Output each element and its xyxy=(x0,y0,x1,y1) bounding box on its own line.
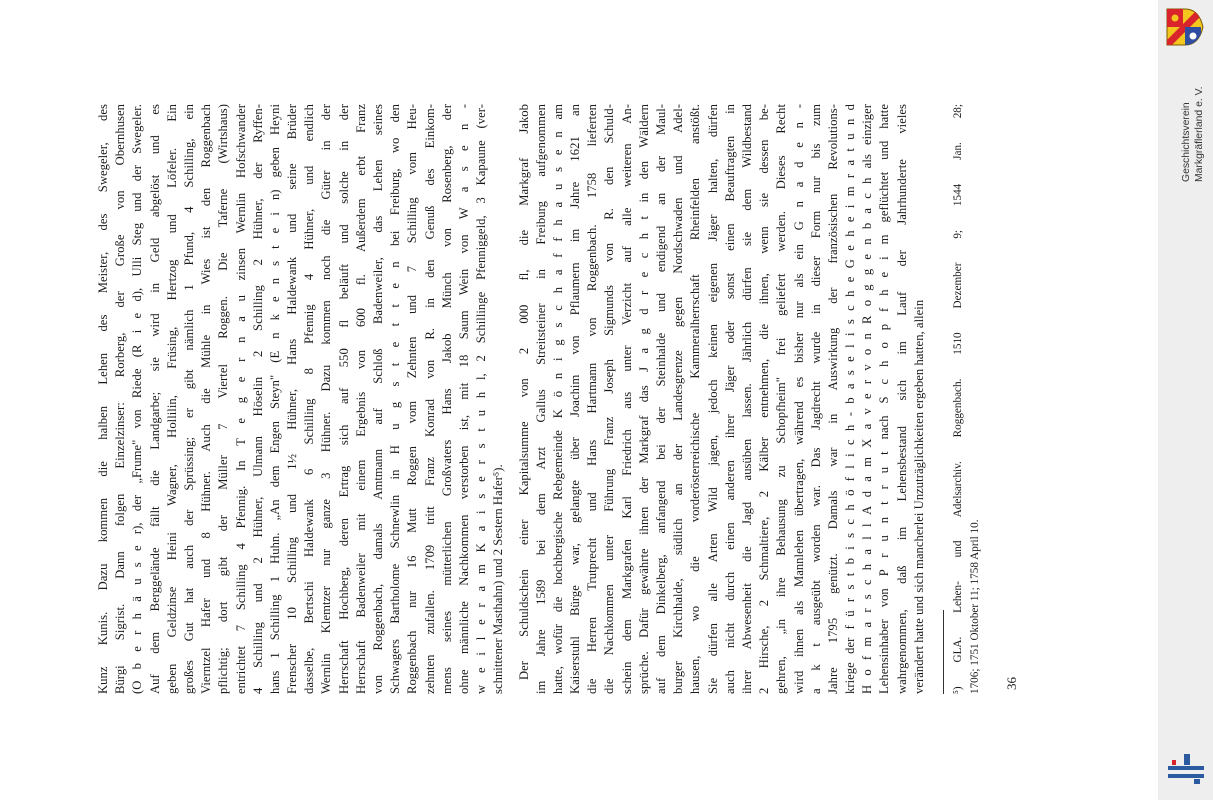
text-line: im Jahre 1589 bei dem Arzt Gallus Streitsteiner in Freiburg aufgenommen xyxy=(533,104,548,694)
society-line-2: Markgräflerland e. V. xyxy=(1194,86,1205,182)
text-line: Lehensinhaber von P r u n t r u t nach S c h o p f h e i m geflüchtet und hatte xyxy=(877,104,892,694)
text-line: 4 Schilling und 2 Hühner, Ulmann Höselin 2 Schilling 2 Hühner, der Ryffen- xyxy=(250,104,265,694)
text-line: zehnten zufallen. 1709 tritt Franz Konrad von R. in den Genuß des Einkom- xyxy=(422,104,437,694)
text-line: w e i l e r a m K a i s e r s t u h l, 2 Schillinge Pfenniggeld, 3 Kapaune (ver- xyxy=(474,104,489,694)
text-line: Schwagers Bartholome Schnewlin in H u g s t e t t e n bei Freiburg, wo den xyxy=(388,104,403,694)
text-line: a k t ausgeübt worden war. Das Jagdrecht wurde in dieser Form nur bis zum xyxy=(808,104,823,694)
page-body-text xyxy=(95,104,928,694)
text-line: Der Schuldschein einer Kapitalsumme von 2 000 fl, die Markgraf Jakob xyxy=(516,104,531,680)
text-line: geben Geldzinse Heini Wagner, Hollilin, Früsing, Hertzog und Löfeler. Ein xyxy=(164,104,179,694)
text-line: ihrer Abwesenheit die Jagd ausüben lassen. Jährlich dürfen sie dem Wildbestand xyxy=(739,104,754,694)
text-line: Roggenbach nur 16 Mutt Roggen vom Zehnten und 7 Schilling vom Heu- xyxy=(405,104,420,694)
text-line: dasselbe, Bertschi Haldewank 6 Schilling 8 Pfennig 4 Hühner, und endlich xyxy=(302,104,317,694)
footnote-divider xyxy=(943,610,944,694)
text-line: pflichtig; dort gibt der Müller 7 Viertel Roggen. Die Taferne (Wirtshaus) xyxy=(216,104,231,694)
text-line: großes Gut hat auch der Sprüssing; er gibt nämlich 1 Pfund, 4 Schilling, ein xyxy=(181,104,196,694)
text-line: wahrgenommen, daß im Lehensbestand sich im Lauf der Jahrhunderte vieles xyxy=(894,104,909,694)
text-line: schnittener Masthahn) und 2 Sestern Hafer⁵). xyxy=(491,464,506,694)
text-line: hausen, wo die vorderösterreichische Kammeralherrschaft Rheinfelden anstößt. xyxy=(688,104,703,694)
page-number: 36 xyxy=(1004,677,1019,690)
text-line: 1706; 1751 Oktober 11; 1758 April 10. xyxy=(969,519,981,694)
text-line: hatte, wofür die hochbergische Rebgemeinde K ö n i g s c h a f f h a u s e n am xyxy=(550,104,565,694)
text-line: Herrschaft Hochberg, deren Ertrag sich auf 550 fl beläuft und solche in der xyxy=(336,104,351,694)
text-line: wird ihnen als Mannlehen übertragen, während es bisher nur als ein G n a d e n - xyxy=(791,104,806,694)
paragraph-gap xyxy=(508,104,516,694)
text-line: ohne männliche Nachkommen verstorben ist, mit 18 Saum Wein von W a s e n - xyxy=(456,104,471,694)
text-line: die Herren Trutprecht und Hans Hartmann von Roggenbach. 1758 lieferten xyxy=(585,104,600,694)
text-line: Sie dürfen alle Arten Wild jagen, jedoch keinen eigenen Jäger halten, dürfen xyxy=(705,104,720,694)
text-line: Vierntzel Hafer und 8 Hühner. Auch die Mühle in Wies ist den Roggenbach xyxy=(199,104,214,694)
text-line: Auf dem Berggelände fällt die Landgarbe; sie wird in Geld abgelöst und es xyxy=(147,104,162,694)
text-line: gehren, „in ihre Behausung zu Schopfheim" frei geliefert werden. Dieses Recht xyxy=(774,104,789,694)
text-line: 2 Hirsche, 2 Schmaltiere, 2 Kälber entnehmen, die ihnen, wenn sie dessen be- xyxy=(757,104,772,694)
text-line: Kaiserstuhl Bürge war, gelangte über Joachim von Pflaumern im Jahre 1621 an xyxy=(568,104,583,694)
text-line: Jahre 1795 genützt. Damals war in Auswirkung der französischen Revolutions- xyxy=(825,104,840,694)
markgraeflerland-crest-icon xyxy=(1160,6,1208,48)
society-line-1: Geschichtsverein xyxy=(1181,102,1192,182)
text-line: mens seines mütterlichen Großvaters Hans Jakob Münch von Rosenberg, der xyxy=(439,104,454,694)
text-line: Bürgi Sigrist. Dann folgen Einzelzinser: Rorberg, der Große von Obernhusen xyxy=(113,104,128,694)
text-line: H o f m a r s c h a l l A d a m X a v e r v o n R o g g e n b a c h als einziger xyxy=(860,104,875,694)
society-name xyxy=(1180,87,1206,183)
text-line: entrichtet 7 Schilling 4 Pfennig. In T e g e r n a u zinsen Wernlin Hofschwander xyxy=(233,104,248,694)
text-line: verändert hatte und sich mancherlei Unzuträglichkeiten ergeben hatten, allein xyxy=(911,299,926,694)
text-line: Herrschaft Badenweiler mit einem Ergebnis von 600 fl. Außerdem erbt Franz xyxy=(353,104,368,694)
text-line: von Roggenbach, damals Amtmann auf Schloß Badenweiler, das Lehen seines xyxy=(371,104,385,694)
text-line: auch nicht durch einen anderen ihrer Jäger oder sonst einen Beauftragten in xyxy=(722,104,737,694)
text-line: sprüche. Dafür gewährte ihnen der Markgraf das J a g d r e c h t in den Wäldern xyxy=(636,104,651,694)
text-line: Frenscher 10 Schilling und 1½ Hühner, Hans Haldewank und seine Brüder xyxy=(285,104,300,694)
text-line: schein dem Markgrafen Karl Friedrich aus unter Verzicht auf alle weiteren An- xyxy=(619,104,634,694)
text-line: Kunz Kunis. Dazu kommen die halben Lehen des Meister, des Swegeler, des xyxy=(96,104,110,694)
text-line: ⁵) GLA. Lehen- und Adelsarchiv. Roggenbach. 1510 Dezember 9; 1544 Jan. 28; xyxy=(952,104,964,694)
text-line: hans 1 Schilling 1 Huhn. „An dem Engen Steyn" (E n k e n s t e i n) geben Heyni xyxy=(267,104,282,694)
text-line: kriege der f ü r s t b i s c h ö f l i c h - b a s e l i s c h e G e h e i m r a t u n d xyxy=(843,104,858,694)
text-line: burger Kirchhalde, südlich an der Landesgrenze gegen Nordschwaden und Adel- xyxy=(671,104,686,694)
text-line: auf dem Dinkelberg, anfangend bei der Steinhalde und endigend an der Maul- xyxy=(654,104,668,694)
ub-freiburg-logo-icon xyxy=(1164,752,1208,786)
text-line: die Nachkommen unter Führung Franz Joseph Sigmunds von R. den Schuld- xyxy=(602,104,617,694)
footnote xyxy=(950,104,984,694)
text-line: Wernlin Klemtzer nur ganze 3 Hühner. Dazu kommen noch die Güter in der xyxy=(319,104,334,694)
text-line: (O b e r h ä u s e r), der „Frume" von Riede (R i e d), Ulli Steg und der Swegeler. xyxy=(130,104,145,694)
